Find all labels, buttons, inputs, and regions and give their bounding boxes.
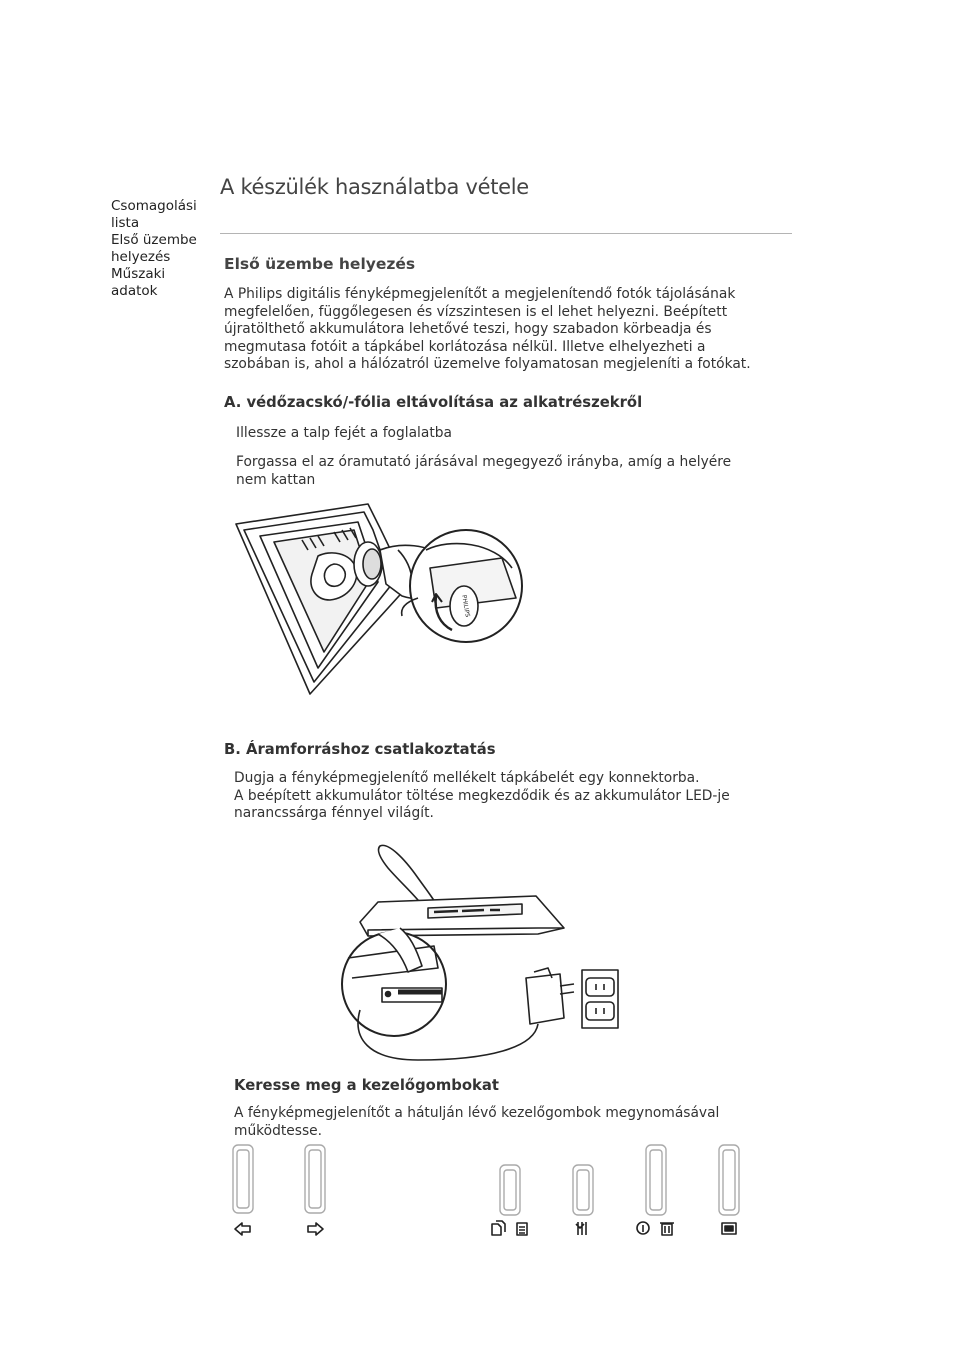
settings-button[interactable] [573,1165,593,1215]
nav-link-technical-data-2[interactable]: adatok [111,283,158,299]
nav-link-technical-data-1[interactable]: Műszaki [111,266,166,282]
power-connect-illustration [338,838,628,1068]
left-button[interactable] [233,1145,253,1213]
step-b-line: narancssárga fénnyel világít. [234,805,434,822]
controls-line: A fényképmegjelenítőt a hátulján lévő kezelőgombok megynomásával [234,1105,720,1121]
intro-paragraph [224,286,751,374]
left-arrow-icon [235,1223,250,1235]
copy-menu-button[interactable] [500,1165,520,1215]
nav-link-packing-list-1[interactable]: Csomagolási [111,198,197,214]
nav-link-first-setup-1[interactable]: Első üzembe [111,232,197,248]
step-b-line: Dugja a fényképmegjelenítő mellékelt tápkábelét egy konnektorba. [234,770,700,786]
section-heading: Első üzembe helyezés [224,255,416,273]
step-a-heading: A. védőzacskó/-fólia eltávolítása az alkatrészekről [224,394,643,411]
copy-icon [492,1221,505,1235]
nav-link-packing-list-2[interactable]: lista [111,215,140,231]
step-b-heading: B. Áramforráshoz csatlakoztatás [224,741,496,758]
step-b-paragraph [234,770,730,823]
slideshow-icon [722,1223,736,1234]
step-b-line: A beépített akkumulátor töltése megkezdődik és az akkumulátor LED-je [234,787,730,804]
slideshow-button[interactable] [719,1145,739,1215]
controls-paragraph [234,1105,719,1140]
step-a-line2-part: Forgassa el az óramutató járásával megegyező irányba, amíg a helyére [236,454,732,470]
settings-icon [576,1222,586,1235]
intro-line: szobában is, ahol a hálózatról üzemelve folyamatosan megjeleníti a fotókat. [224,356,751,373]
page-title: A készülék használatba vétele [220,175,529,199]
controls-line: működtesse. [234,1122,323,1139]
intro-line: megmutasa fotóit a tápkábel korlátozása nélkül. Illetve elhelyezheti a [224,338,706,355]
title-divider [220,233,792,234]
intro-line: újratölthető akkumulátora lehetővé teszi, hogy szabadon körbeadja és [224,321,712,338]
stand-attach-illustration [230,498,530,698]
right-arrow-icon [308,1223,323,1235]
step-a-line1: Illessze a talp fejét a foglalatba [236,425,452,441]
info-icon [637,1222,649,1234]
sidebar-nav [111,198,211,300]
menu-icon [517,1223,527,1235]
right-button[interactable] [305,1145,325,1213]
control-buttons-row [228,1140,748,1250]
step-a-line2 [236,454,731,489]
info-delete-button[interactable] [646,1145,666,1215]
step-a-line2-part: nem kattan [236,471,316,488]
intro-line: A Philips digitális fényképmegjelenítőt a megjelenítendő fotók tájolásának [224,286,736,302]
nav-link-first-setup-2[interactable]: helyezés [111,249,171,265]
intro-line: megfelelően, függőlegesen és vízszintesen is el lehet helyezni. Beépített [224,303,728,320]
controls-heading: Keresse meg a kezelőgombokat [234,1077,499,1094]
delete-icon [660,1223,674,1235]
stand-brand-text: PHILIPS [460,594,471,618]
